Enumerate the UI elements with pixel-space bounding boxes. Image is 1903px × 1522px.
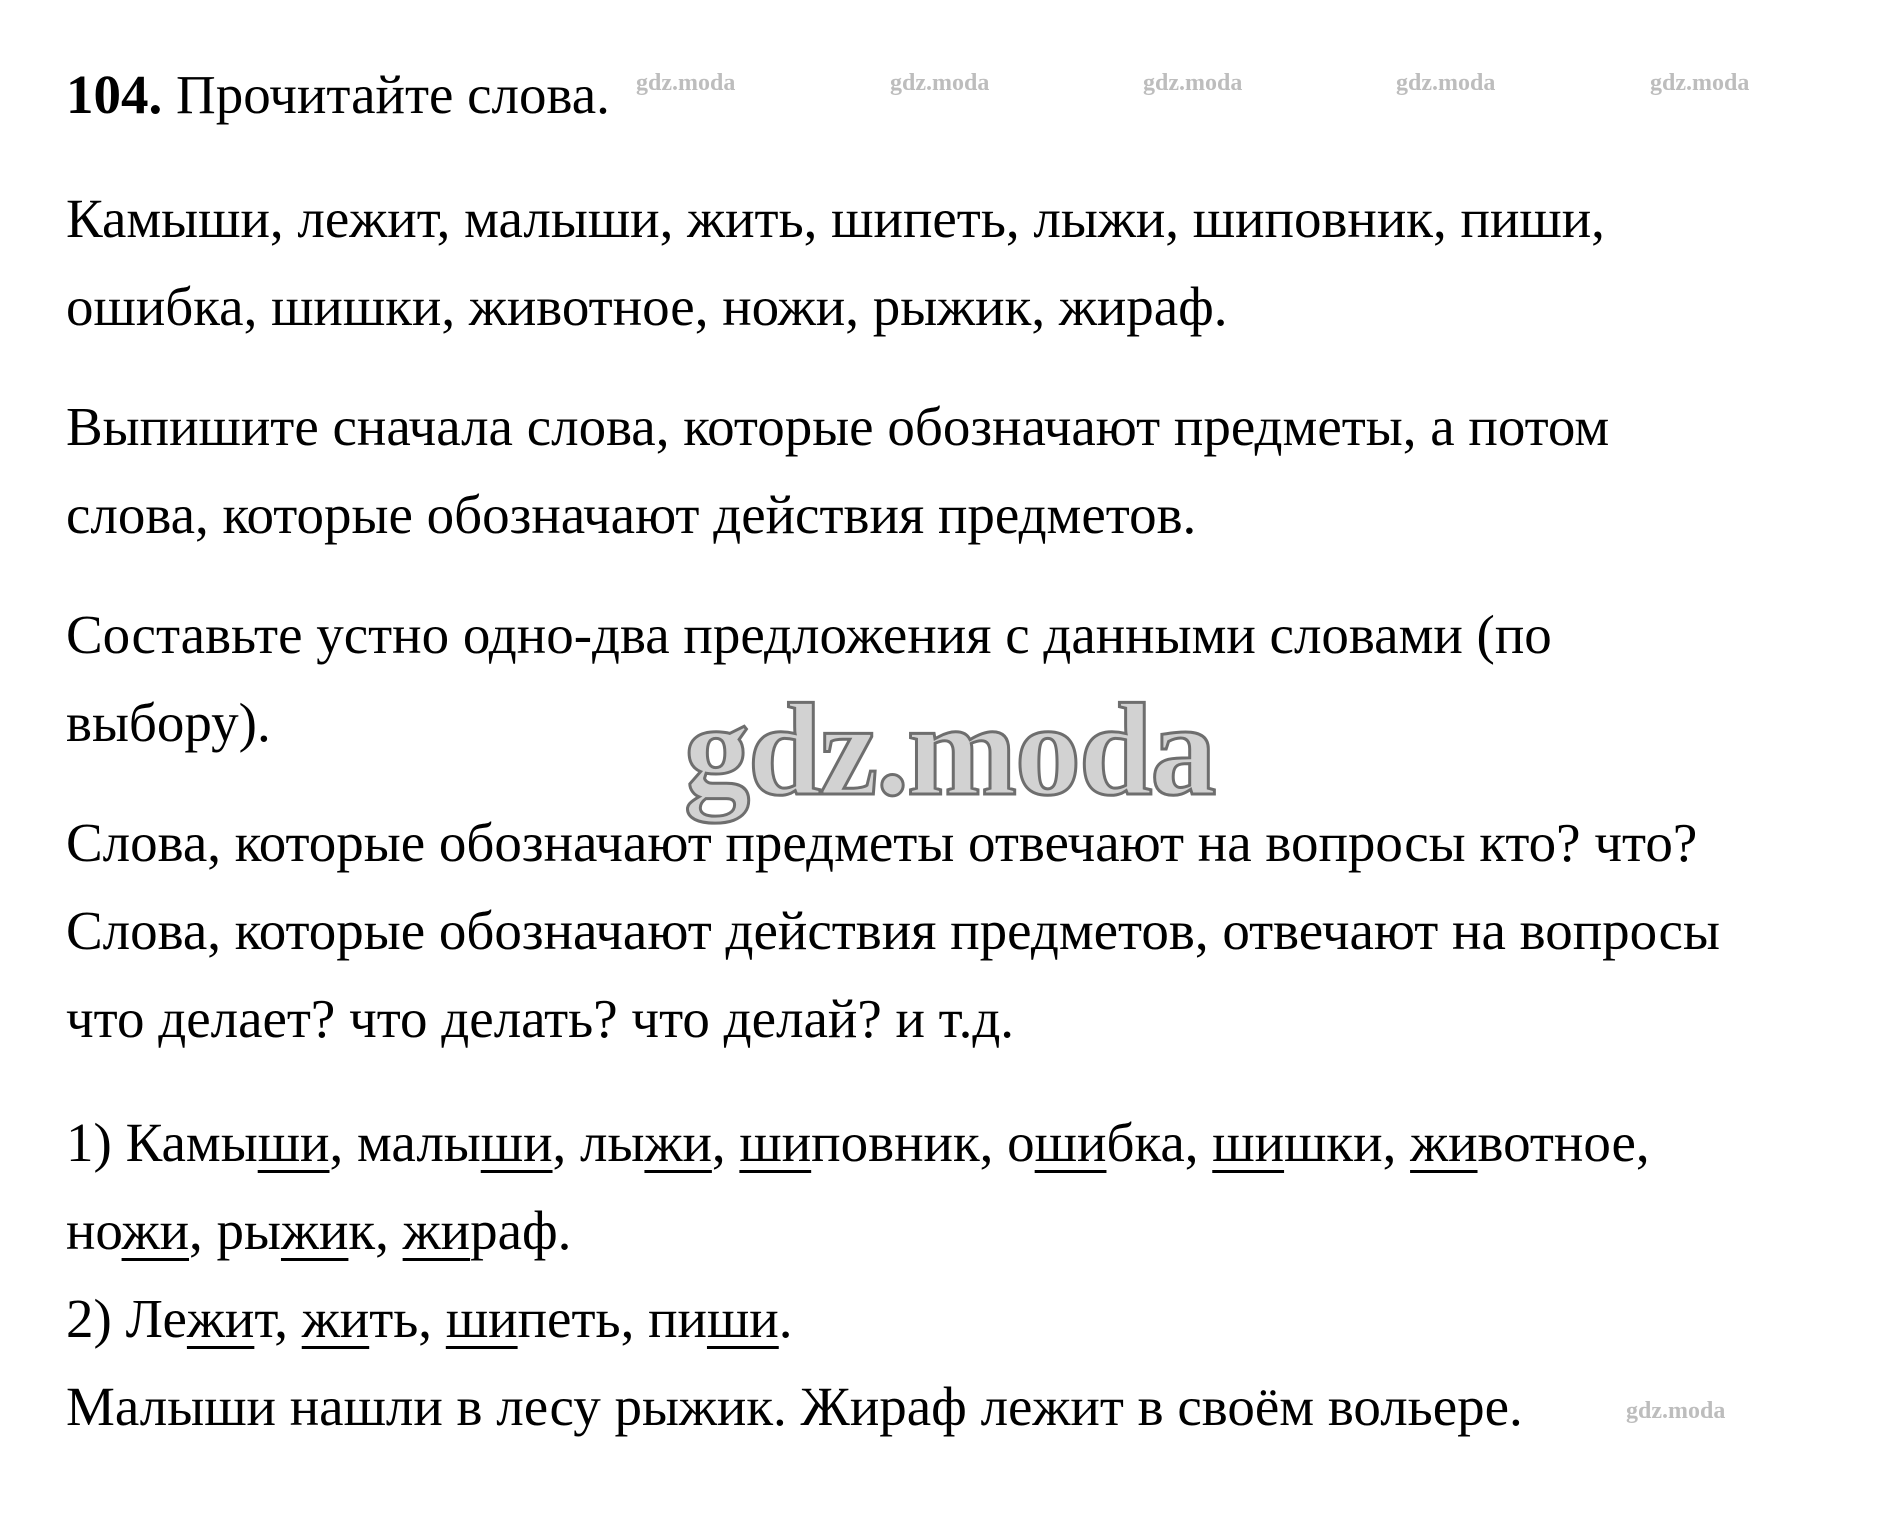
underlined-syllable: ши — [706, 1288, 779, 1349]
task-text-line: слова, которые обозначают действия предметов. — [66, 484, 1197, 545]
text-segment: бка, — [1106, 1112, 1213, 1173]
underlined-syllable: жи — [121, 1200, 190, 1261]
underlined-syllable: ши — [1034, 1112, 1107, 1173]
underlined-syllable: ши — [257, 1112, 330, 1173]
text-segment: . — [778, 1288, 793, 1349]
answer-nouns-line — [66, 1198, 571, 1264]
text-segment: т, — [254, 1288, 302, 1349]
exercise-number: 104. — [66, 64, 163, 125]
watermark-large: gdz.moda — [684, 676, 1215, 823]
underlined-syllable: ши — [480, 1112, 553, 1173]
text-segment: шки, — [1284, 1112, 1411, 1173]
text-segment: ть, — [369, 1288, 446, 1349]
underlined-syllable: ши — [445, 1288, 518, 1349]
task-text-line: Выпишите сначала слова, которые обозначают предметы, а потом — [66, 396, 1610, 457]
exercise-title: Прочитайте слова. — [176, 64, 610, 125]
text-segment: повник, о — [811, 1112, 1035, 1173]
text-segment: к, — [348, 1200, 403, 1261]
text-segment: вотное, — [1477, 1112, 1650, 1173]
text-segment: , ры — [189, 1200, 281, 1261]
watermark-small: gdz.moda — [636, 70, 736, 96]
answer-verbs-line — [66, 1286, 793, 1352]
text-segment: , малы — [329, 1112, 481, 1173]
answer-nouns-line — [66, 1110, 1650, 1176]
underlined-syllable: жи — [644, 1112, 712, 1173]
text-segment: но — [66, 1200, 122, 1261]
watermark-small: gdz.moda — [1396, 70, 1496, 96]
exercise-header — [66, 62, 610, 128]
explanation-line: что делает? что делать? что делай? и т.д. — [66, 988, 1015, 1049]
underlined-syllable: жи — [280, 1200, 349, 1261]
underlined-syllable: жи — [301, 1288, 370, 1349]
example-sentence: Малыши нашли в лесу рыжик. Жираф лежит в своём вольере. — [66, 1376, 1523, 1437]
word-list-line: Камыши, лежит, малыши, жить, шипеть, лыжи, шиповник, пиши, — [66, 188, 1605, 249]
task-text-line: выбору). — [66, 692, 271, 753]
explanation-line: Слова, которые обозначают действия предметов, отвечают на вопросы — [66, 900, 1720, 961]
underlined-syllable: жи — [402, 1200, 471, 1261]
watermark-small: gdz.moda — [890, 70, 990, 96]
watermark-small: gdz.moda — [1650, 70, 1750, 96]
task-text-line: Составьте устно одно-два предложения с данными словами (по — [66, 604, 1552, 665]
explanation-line: Слова, которые обозначают предметы отвечают на вопросы кто? что? — [66, 812, 1698, 873]
word-list-line: ошибка, шишки, животное, ножи, рыжик, жираф. — [66, 276, 1228, 337]
text-segment: 2) Ле — [66, 1288, 187, 1349]
underlined-syllable: жи — [186, 1288, 255, 1349]
text-segment: 1) Камы — [66, 1112, 258, 1173]
text-segment: , — [711, 1112, 740, 1173]
text-segment: петь, пи — [517, 1288, 707, 1349]
watermark-small: gdz.moda — [1143, 70, 1243, 96]
underlined-syllable: ши — [739, 1112, 812, 1173]
text-segment: , лы — [552, 1112, 645, 1173]
underlined-syllable: жи — [1410, 1112, 1478, 1173]
underlined-syllable: ши — [1212, 1112, 1285, 1173]
text-segment: раф. — [470, 1200, 572, 1261]
watermark-small: gdz.moda — [1626, 1398, 1726, 1424]
